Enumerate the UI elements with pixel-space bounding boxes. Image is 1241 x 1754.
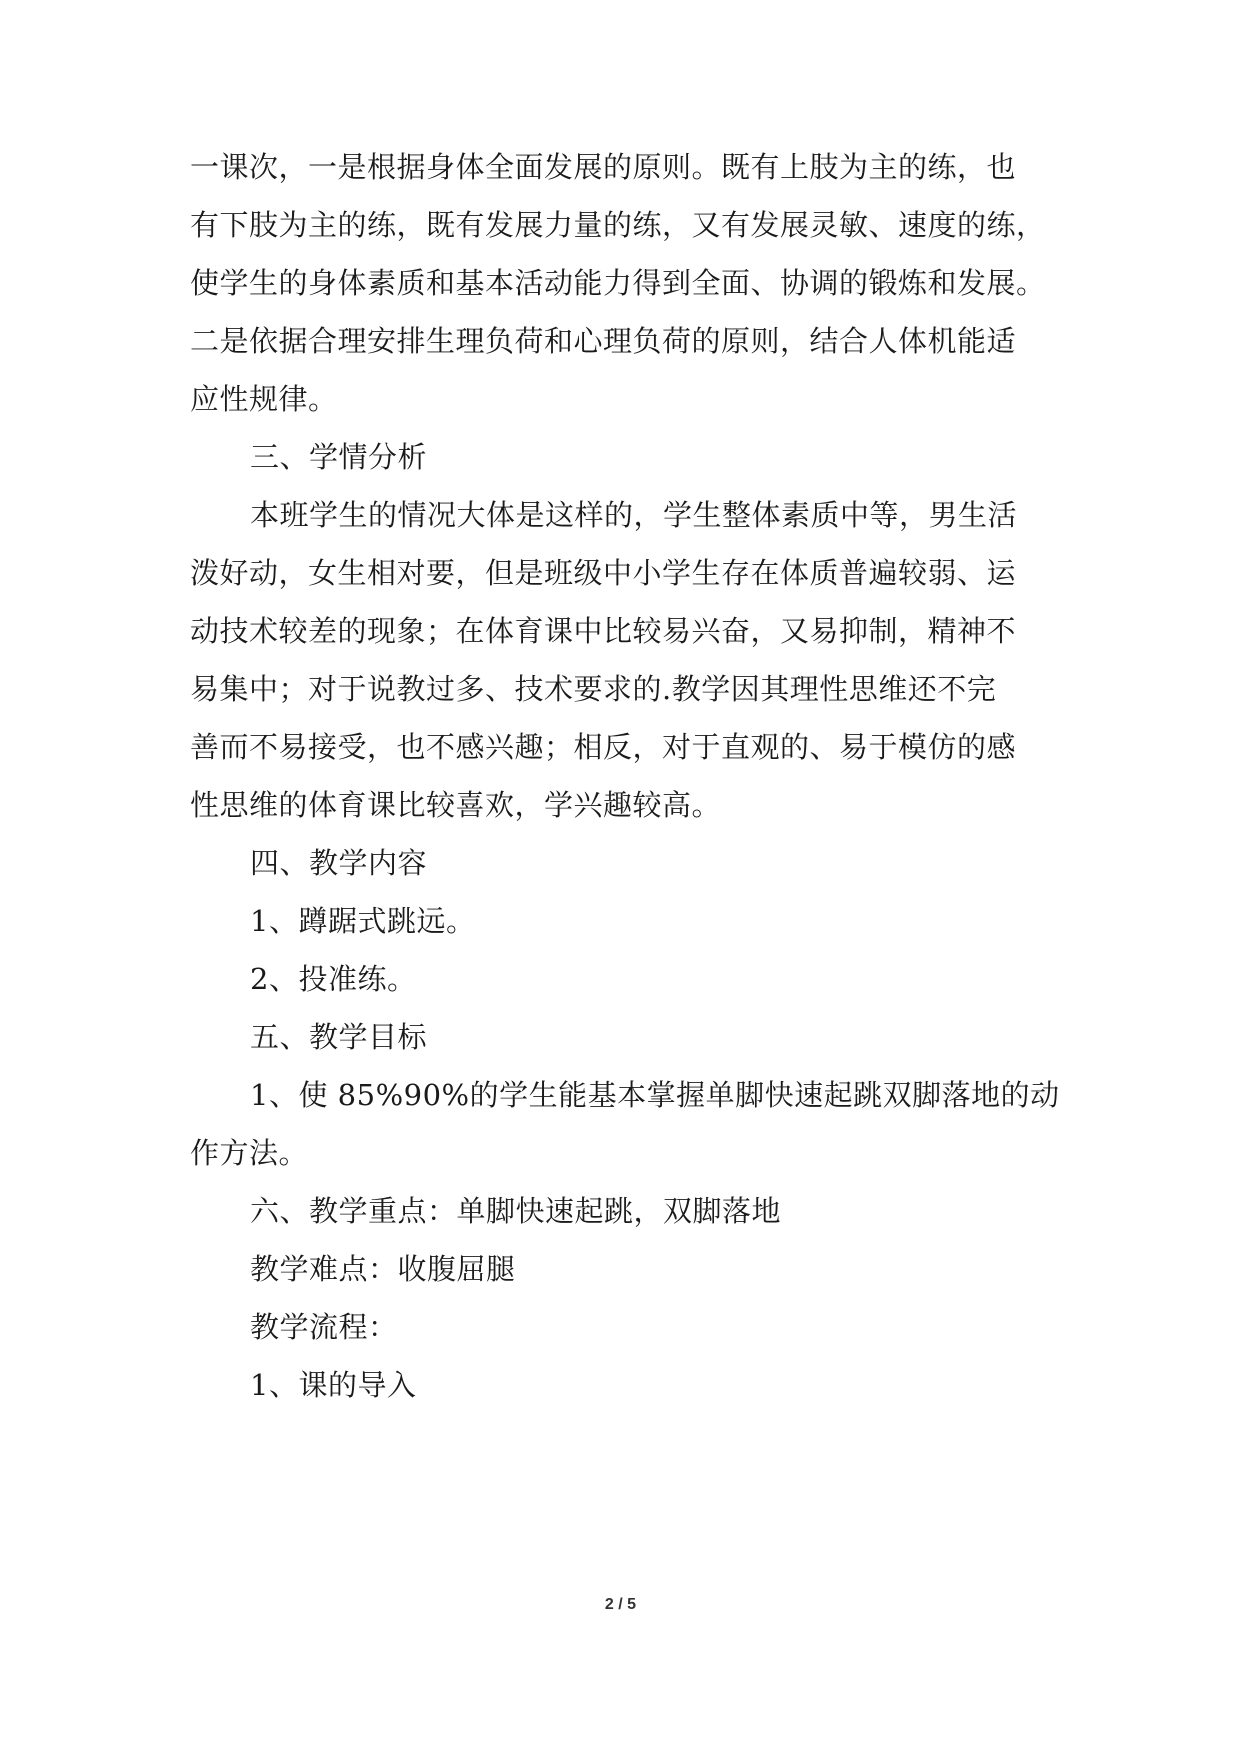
text-line: 善而不易接受，也不感兴趣；相反，对于直观的、易于模仿的感 <box>190 730 1017 764</box>
text-line: 二是依据合理安排生理负荷和心理负荷的原则，结合人体机能适 <box>190 324 1017 358</box>
text-line: 易集中；对于说教过多、技术要求的.教学因其理性思维还不完 <box>190 672 997 706</box>
list-item: 1、使 85%90%的学生能基本掌握单脚快速起跳双脚落地的动 <box>250 1078 1060 1112</box>
section-heading: 四、教学内容 <box>250 846 428 880</box>
list-item: 2、投准练。 <box>250 962 417 996</box>
text-line: 一课次，一是根据身体全面发展的原则。既有上肢为主的练，也 <box>190 150 1017 184</box>
text-line: 性思维的体育课比较喜欢，学兴趣较高。 <box>190 788 722 822</box>
text-line: 有下肢为主的练，既有发展力量的练，又有发展灵敏、速度的练， <box>190 208 1046 242</box>
list-item: 1、蹲踞式跳远。 <box>250 904 476 938</box>
list-item: 1、课的导入 <box>250 1368 417 1402</box>
text-line: 教学难点：收腹屈腿 <box>250 1252 516 1286</box>
page-number: 2 / 5 <box>604 1596 637 1613</box>
section-heading: 三、学情分析 <box>250 440 428 474</box>
text-line: 应性规律。 <box>190 382 338 416</box>
text-line: 本班学生的情况大体是这样的，学生整体素质中等，男生活 <box>250 498 1018 532</box>
text-line: 使学生的身体素质和基本活动能力得到全面、协调的锻炼和发展。 <box>190 266 1046 300</box>
text-line: 作方法。 <box>190 1136 309 1170</box>
text-line: 动技术较差的现象；在体育课中比较易兴奋，又易抑制，精神不 <box>190 614 1017 648</box>
text-line: 教学流程： <box>250 1310 398 1344</box>
section-heading: 六、教学重点：单脚快速起跳，双脚落地 <box>250 1194 782 1228</box>
text-line: 泼好动，女生相对要，但是班级中小学生存在体质普遍较弱、运 <box>190 556 1017 590</box>
section-heading: 五、教学目标 <box>250 1020 428 1054</box>
